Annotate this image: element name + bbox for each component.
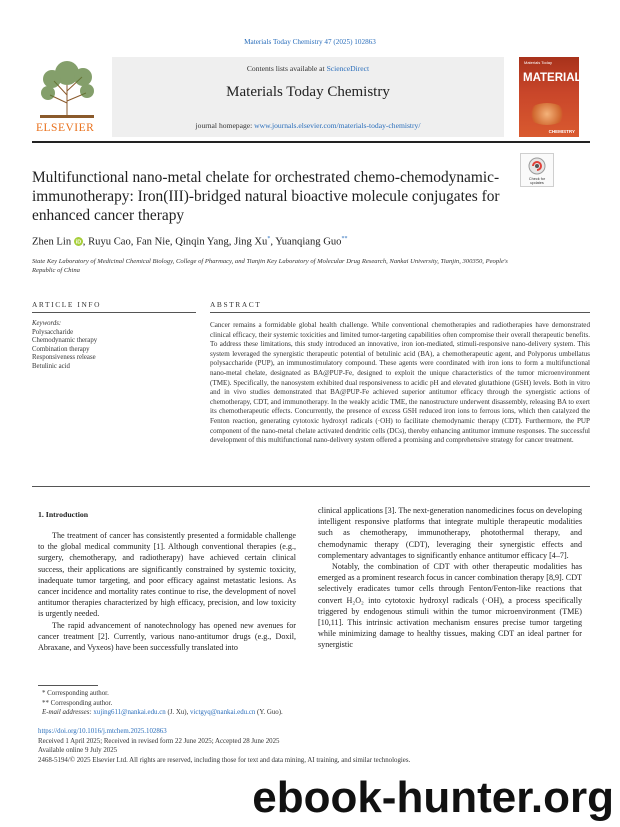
author-name[interactable]: Zhen Lin xyxy=(32,236,72,248)
abstract-text: Cancer remains a formidable global health challenge. While conventional chemotherapies and radiotherapies have demonstrated clinical efficacy, their systemic toxicities and limited tumor-targeting capabilities often compromise their overall therapeutic benefits. To address these limitations, this study introduced an innovative, iron ion-mediated, stimuli-responsive nano-delivery system. This system leveraged the synergistic therapeutic potential of betulinic acid (BA), a chemotherapeutic agent, and Polyporus umbellatus polysaccharide (PUP), an immunostimulatory compound. These agents were coordinated with iron ions to form a multifunctional nano-metal chelate, designated as BA@PUP-Fe, designed to exploit the unique characteristics of the tumor microenvironment (TME). Specifically, the nanosystem exhibited dual responsiveness to acidic pH and elevated glutathione (GSH) levels. Both in vitro and in vivo studies demonstrated that BA@PUP-Fe achieved superior antitumor efficacy through the synergistic actions of chemotherapy, CDT, and immunotherapy. In the weakly acidic TME, the nanostructure underwent disassembly, releasing BA to exert its chemotherapeutic effects. Concurrently, the presence of excess GSH reduced iron ions to ferrous ions, which then catalyzed the Fenton reaction, generating cytotoxic hydroxyl radicals (·OH) to facilitate chemodynamic therapy (CDT). Furthermore, the PUP component of the nano-metal chelate activated dendritic cells (DCs), thereby enhancing antitumor immune responses. The successful development of this multifunctional nano-delivery system offered a promising and comprehensive strategy for cancer treatment. xyxy=(210,321,590,445)
footnote-rule xyxy=(38,685,98,686)
cover-artwork xyxy=(527,103,567,125)
keyword: Polysaccharide xyxy=(32,328,74,336)
publisher-name: ELSEVIER xyxy=(36,122,95,134)
body-paragraph: clinical applications [3]. The next-generation nanomedicines focus on developing intelligent responsive platforms that integrate multiple therapeutic modalities such as chemotherapy, immunotherapy, photothermal therapy, and chemodynamic therapy (CDT), leveraging their synergistic effects and complementary advantages to significantly enhance antitumor efficacy [4–7]. xyxy=(318,506,582,560)
copyright: 2468-5194/© 2025 Elsevier Ltd. All rights are reserved, including those for text and data mining, AI training, and similar technologies. xyxy=(38,756,411,764)
homepage-line xyxy=(112,121,504,130)
cover-title-text: MATERIALS xyxy=(523,72,590,84)
watermark xyxy=(0,769,620,827)
keyword: Responsiveness release xyxy=(32,354,96,362)
footnote-corresponding-1: * Corresponding author. xyxy=(42,690,109,697)
journal-cover-thumbnail[interactable] xyxy=(519,57,590,137)
watermark-text: ebook-hunter.org xyxy=(252,773,614,822)
svg-text:Check for: Check for xyxy=(528,177,546,181)
keyword: Betulinic acid xyxy=(32,362,70,370)
homepage-prefix: journal homepage: xyxy=(195,121,255,130)
cover-small-text: Materials Today xyxy=(524,60,552,65)
keywords-label: Keywords: xyxy=(32,320,62,327)
keyword: Combination therapy xyxy=(32,345,90,353)
footnotes xyxy=(42,689,582,718)
body-paragraph: The rapid advancement of nanotechnology has opened new avenues for cancer treatment [2]. Currently, various nano-antitumor drugs (e.g., Doxil, Abraxane, and Vyxeos) have been successfully translated into xyxy=(38,620,296,653)
section-heading-introduction: 1. Introduction xyxy=(38,510,89,519)
keywords-block xyxy=(32,320,192,372)
journal-reference[interactable]: Materials Today Chemistry 47 (2025) 102863 xyxy=(244,38,376,46)
journal-title: Materials Today Chemistry xyxy=(226,84,390,100)
abstract-end-rule xyxy=(32,486,590,487)
email-owner: (Y. Guo). xyxy=(255,709,283,717)
keyword: Chemodynamic therapy xyxy=(32,337,98,345)
contents-prefix: Contents lists available at xyxy=(246,64,327,73)
affiliation: State Key Laboratory of Medicinal Chemical Biology, College of Pharmacy, and Tianjin Key Laboratory of Molecular Drug Research, Nankai University, Tianjin, 300350, People's Republic of China xyxy=(32,258,508,274)
author-name[interactable]: Jing Xu xyxy=(234,236,268,248)
article-info-heading: ARTICLE INFO xyxy=(32,300,102,309)
article-metadata xyxy=(38,727,598,765)
body-paragraph: Notably, the combination of CDT with other therapeutic modalities has emerged as a prominent research focus in cancer combination therapy [8,9]. CDT selectively eradicates tumor cells through Fenton/Fenton-like reactions that convert H₂O₂ into cytotoxic hydroxyl radicals (·OH), a process specifically triggered by endogenous stimuli within the tumor microenvironment (TME) [10,11]. This intrinsic activation mechanism ensures precise tumor targeting while minimizing damage to healthy tissues, making CDT an ideal partner for synergistic xyxy=(318,562,582,650)
email-owner: (J. Xu), xyxy=(165,709,191,717)
orcid-icon[interactable] xyxy=(74,237,83,246)
sciencedirect-link[interactable]: ScienceDirect xyxy=(326,64,370,73)
abstract-heading: ABSTRACT xyxy=(210,300,262,309)
email-link[interactable]: victgyq@nankai.edu.cn xyxy=(190,709,256,717)
email-label: E-mail addresses: xyxy=(42,709,94,717)
body-column-right xyxy=(318,505,582,651)
author-name[interactable]: Yuanqiang Guo xyxy=(275,236,342,248)
author-name[interactable]: Fan Nie xyxy=(136,236,170,248)
body-paragraph: The treatment of cancer has consistently presented a formidable challenge to the global medical community [1]. Although conventional therapies (e.g., surgery, chemotherapy, and radiotherapy) have achieved certain clinical success, their applications are significantly constrained by systemic toxicity, inadequate tumor targeting, and poor efficacy against metastatic lesions. As cancer incidence and mortality rates continue to rise, the development of novel antitumor therapies characterized by high efficacy, precision, and low toxicity is urgently needed. xyxy=(38,531,296,619)
abstract-rule xyxy=(210,312,590,313)
email-link[interactable]: xujing611@nankai.edu.cn xyxy=(93,709,166,717)
author-name[interactable]: Ruyu Cao xyxy=(88,236,131,248)
footnote-emails xyxy=(42,708,582,718)
doi-link[interactable]: https://doi.org/10.1016/j.mtchem.2025.102863 xyxy=(38,728,167,735)
article-title: Multifunctional nano-metal chelate for orchestrated chemo-chemodynamic-immunotherapy: Iron(III)-bridged natural bioactive molecule conjugates for enhanced cancer therapy xyxy=(32,169,500,224)
author-name[interactable]: Qinqin Yang xyxy=(175,236,229,248)
body-column-left xyxy=(38,530,296,653)
received-dates: Received 1 April 2025; Received in revised form 22 June 2025; Accepted 28 June 2025 xyxy=(38,737,280,745)
footnote-corresponding-2: ** Corresponding author. xyxy=(42,699,113,707)
available-online: Available online 9 July 2025 xyxy=(38,747,118,755)
info-rule xyxy=(32,312,196,313)
corresponding-mark[interactable]: ** xyxy=(341,236,348,242)
svg-text:updates: updates xyxy=(530,181,544,185)
svg-text:iD: iD xyxy=(75,239,81,246)
homepage-link[interactable]: www.journals.elsevier.com/materials-today-chemistry/ xyxy=(254,121,421,130)
header-rule xyxy=(32,141,590,143)
cover-bottom-text: CHEMISTRY xyxy=(548,129,575,134)
author-list: Zhen Lin iD , Ruyu Cao, Fan Nie, Qinqin Yang, Jing Xu*, Yuanqiang Guo** xyxy=(32,236,348,248)
contents-line xyxy=(112,64,504,73)
corresponding-mark[interactable]: * xyxy=(267,236,271,242)
check-for-updates-icon[interactable] xyxy=(520,153,554,187)
